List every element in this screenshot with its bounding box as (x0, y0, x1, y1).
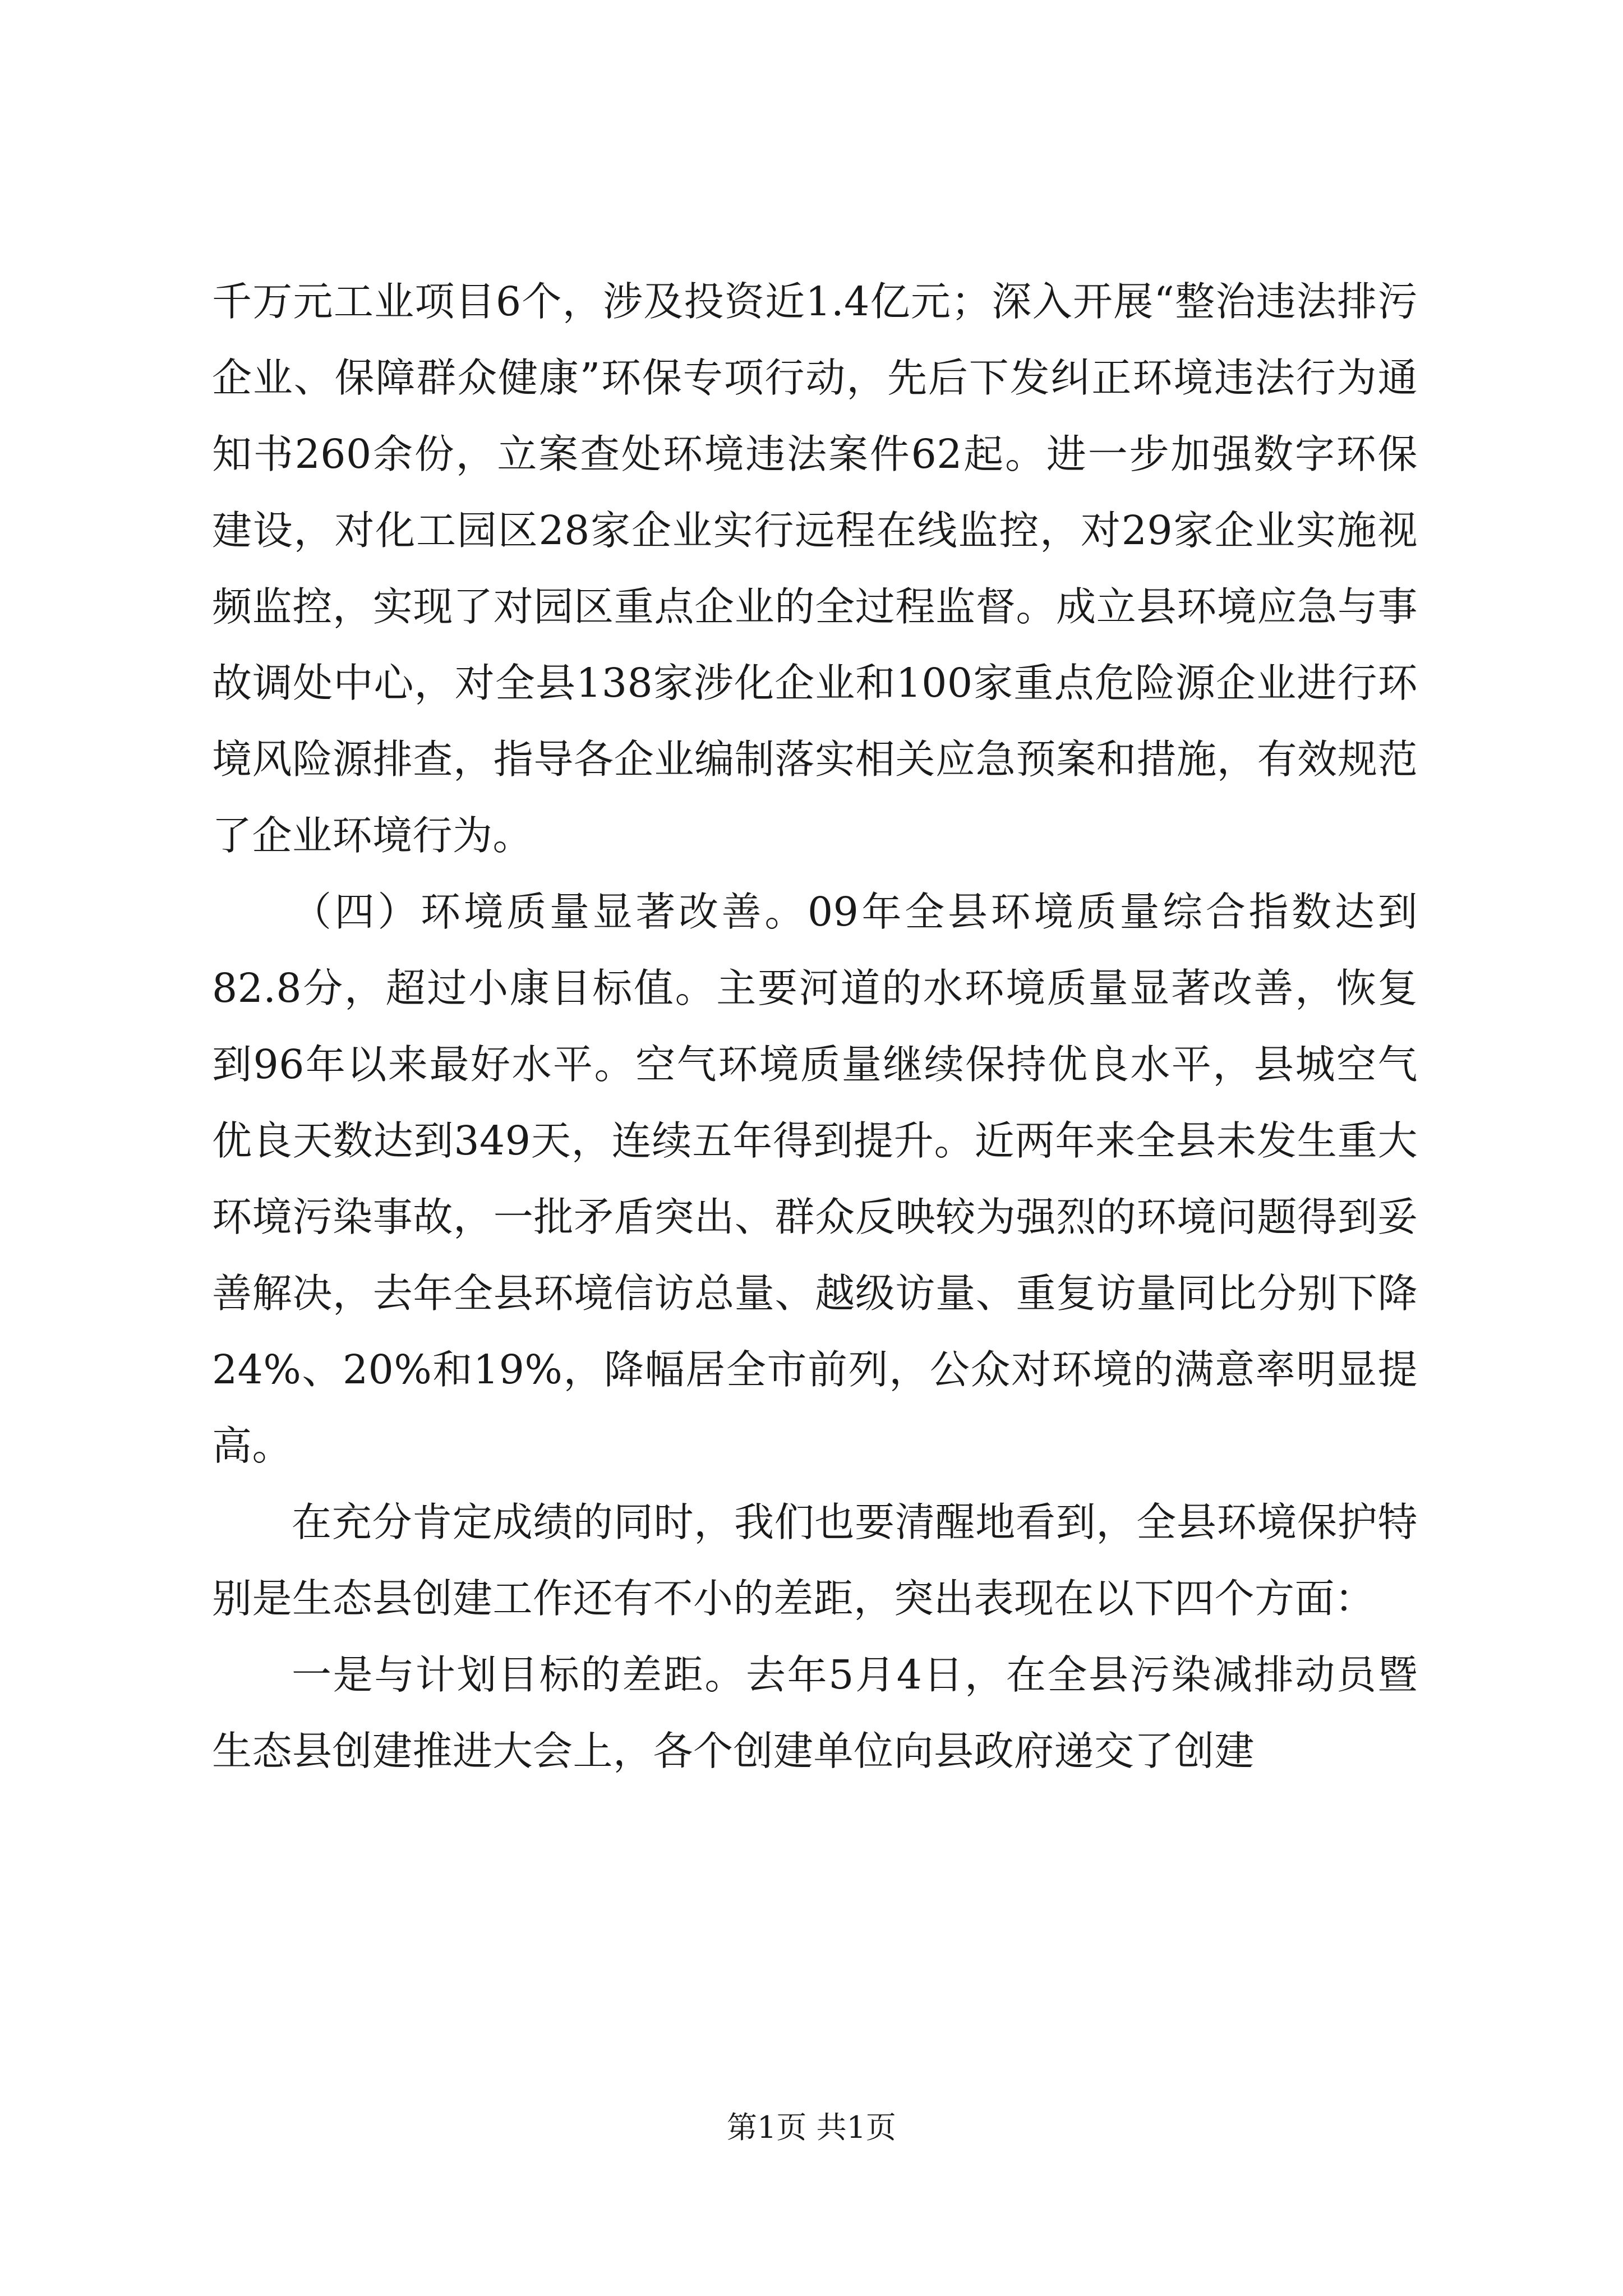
paragraph-1: 千万元工业项目6个，涉及投资近1.4亿元；深入开展“整治违法排污企业、保障群众健康”环保专项行动，先后下发纠正环境违法行为通知书260余份，立案查处环境违法案件62起。进一步加强数字环保建设，对化工园区28家企业实行远程在线监控，对29家企业实施视频监控，实现了对园区重点企业的全过程监督。成立县环境应急与事故调处中心，对全县138家涉化企业和100家重点危险源企业进行环境风险源排查，指导各企业编制落实相关应急预案和措施，有效规范了企业环境行为。 (212, 278, 1418, 859)
document-body (212, 264, 1418, 1789)
paragraph-4: 一是与计划目标的差距。去年5月4日，在全县污染减排动员暨生态县创建推进大会上，各个创建单位向县政府递交了创建 (212, 1651, 1418, 1774)
page-footer: 第1页 共1页 (727, 2110, 896, 2145)
paragraph-2: （四）环境质量显著改善。09年全县环境质量综合指数达到82.8分，超过小康目标值。主要河道的水环境质量显著改善，恢复到96年以来最好水平。空气环境质量继续保持优良水平，县城空气优良天数达到349天，连续五年得到提升。近两年来全县未发生重大环境污染事故，一批矛盾突出、群众反映较为强烈的环境问题得到妥善解决，去年全县环境信访总量、越级访量、重复访量同比分别下降24%、20%和19%，降幅居全市前列，公众对环境的满意率明显提高。 (212, 889, 1418, 1469)
paragraph-3: 在充分肯定成绩的同时，我们也要清醒地看到，全县环境保护特别是生态县创建工作还有不小的差距，突出表现在以下四个方面： (212, 1499, 1418, 1622)
